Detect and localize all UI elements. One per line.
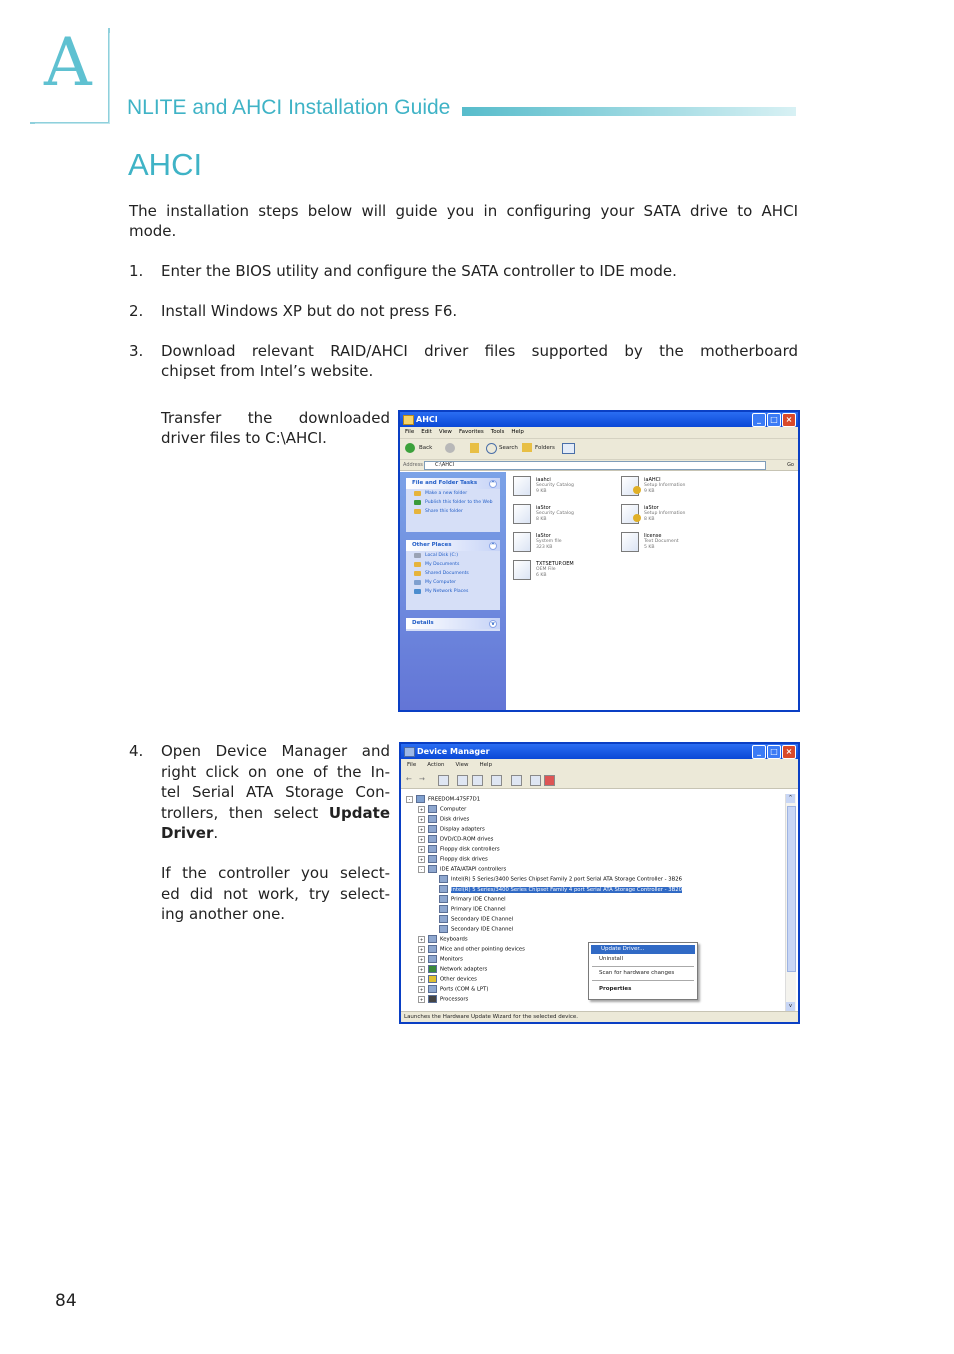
menu-favorites[interactable]: Favorites (458, 429, 484, 435)
folder-icon (403, 415, 414, 425)
explorer-menubar (400, 427, 798, 439)
other-places-header[interactable]: Other Places ^ (406, 540, 500, 551)
step-3-number: 3. (129, 342, 144, 360)
menu-edit[interactable]: Edit (421, 429, 432, 435)
transfer-text-line-1: Transfer the downloaded (161, 409, 390, 427)
forward-arrow-icon[interactable] (445, 443, 455, 453)
collapse-chevron-icon: ^ (490, 543, 496, 549)
step-3-text-line-2: chipset from Intel’s website. (161, 362, 374, 380)
step-4-line-3: tel Serial ATA Storage Con- (161, 783, 390, 801)
file-item[interactable]: iaAHCI Setup Information 9 KB (618, 474, 718, 498)
chapter-letter: A (44, 24, 92, 101)
system-file-icon (513, 532, 531, 552)
back-arrow-icon[interactable]: ← (406, 775, 412, 783)
step-2-number: 2. (129, 302, 144, 320)
menu-help[interactable]: Help (479, 762, 493, 768)
task-share-folder[interactable]: Share this folder (406, 507, 500, 516)
search-button-label[interactable]: Search (499, 445, 518, 451)
maximize-icon[interactable]: □ (767, 745, 781, 759)
monitor-icon (428, 955, 437, 963)
tree-node[interactable]: + Disk drives (419, 816, 470, 823)
globe-icon (414, 500, 421, 505)
tree-node[interactable]: + Mice and other pointing devices (419, 946, 525, 953)
tree-node[interactable]: + Processors (419, 996, 469, 1003)
tree-node[interactable]: + Keyboards (419, 936, 468, 943)
forward-arrow-icon[interactable]: → (419, 775, 425, 783)
tree-node[interactable]: Intel(R) 5 Series/3400 Series Chipset Family 2 port Serial ATA Storage Controller - 3B26 (439, 875, 682, 883)
step-2-text: Install Windows XP but do not press F6. (161, 302, 458, 320)
menu-tools[interactable]: Tools (490, 429, 505, 435)
minimize-icon[interactable]: _ (752, 413, 766, 427)
ide-controller-icon (439, 875, 448, 883)
shared-folder-icon (414, 571, 421, 576)
floppy-drive-icon (428, 855, 437, 863)
folders-button-label[interactable]: Folders (535, 445, 555, 451)
close-icon[interactable]: × (782, 413, 796, 427)
transfer-text-line-2: driver files to C:\AHCI. (161, 429, 327, 447)
new-folder-icon (414, 491, 421, 496)
file-item[interactable]: IaStor System file 323 KB (510, 530, 610, 554)
file-item[interactable]: iaahci Security Catalog 9 KB (510, 474, 610, 498)
file-item[interactable]: iaStor Security Catalog 8 KB (510, 502, 610, 526)
tree-node[interactable]: + Floppy disk controllers (419, 846, 500, 853)
menu-file[interactable]: File (407, 762, 417, 768)
back-arrow-icon[interactable] (405, 443, 415, 453)
drive-icon (414, 553, 421, 558)
file-folder-tasks-header[interactable]: File and Folder Tasks ^ (406, 478, 500, 489)
properties-icon[interactable] (457, 775, 468, 786)
scroll-down-icon[interactable]: v (786, 1002, 795, 1011)
intro-line-2: mode. (129, 222, 177, 240)
tree-node[interactable]: + Floppy disk drives (419, 856, 488, 863)
update-driver-icon[interactable] (530, 775, 541, 786)
text-document-icon (621, 532, 639, 552)
expand-chevron-icon: v (489, 620, 497, 628)
network-icon (414, 589, 421, 594)
devmgr-statusbar: Launches the Hardware Update Wizard for the selected device. (401, 1011, 798, 1022)
place-local-disk[interactable]: Local Disk (C:) (406, 551, 500, 560)
devmgr-title: Device Manager (417, 747, 490, 756)
step-4-note-line-3: ing another one. (161, 905, 286, 923)
scroll-thumb[interactable] (787, 806, 796, 972)
port-icon (428, 985, 437, 993)
uninstall-icon[interactable] (544, 775, 555, 786)
tree-node[interactable]: + Ports (COM & LPT) (419, 986, 489, 993)
context-uninstall[interactable]: Uninstall (599, 956, 623, 962)
back-button-label[interactable]: Back (419, 445, 433, 451)
scroll-up-icon[interactable]: ^ (786, 794, 795, 803)
tree-node[interactable]: Primary IDE Channel (439, 895, 506, 903)
tree-node[interactable]: Primary IDE Channel (439, 905, 506, 913)
views-icon[interactable] (562, 443, 575, 454)
processor-icon (428, 995, 437, 1003)
file-folder-tasks-panel (406, 478, 500, 532)
step-4-line-1: Open Device Manager and (161, 742, 390, 760)
setup-info-icon (621, 504, 639, 524)
up-folder-icon[interactable] (470, 443, 479, 453)
step-4-line-5: Driver. (161, 824, 219, 842)
file-item[interactable]: license Text Document 5 KB (618, 530, 718, 554)
go-button[interactable]: Go (787, 462, 794, 468)
ide-controller-icon (439, 885, 448, 893)
place-my-documents[interactable]: My Documents (406, 560, 500, 569)
security-catalog-icon (513, 476, 531, 496)
section-title: AHCI (128, 147, 203, 182)
menu-help[interactable]: Help (511, 429, 524, 435)
explorer-title: AHCI (416, 415, 438, 424)
step-4-note-line-1: If the controller you select- (161, 864, 390, 882)
ide-channel-icon (439, 925, 448, 933)
ide-controller-icon (428, 865, 437, 873)
tree-node[interactable]: + Other devices (419, 976, 477, 983)
tree-node[interactable]: + DVD/CD-ROM drives (419, 836, 494, 843)
question-icon (428, 975, 437, 983)
context-separator (592, 980, 694, 981)
ide-channel-icon (439, 905, 448, 913)
address-label: Address (403, 462, 423, 468)
explorer-titlebar (400, 412, 798, 427)
menu-file[interactable]: File (405, 429, 415, 435)
minimize-icon[interactable]: _ (752, 745, 766, 759)
device-tree (403, 794, 786, 1011)
devmgr-menubar (401, 759, 798, 771)
file-list (508, 474, 798, 710)
context-menu (588, 942, 698, 1000)
computer-icon (416, 795, 425, 803)
device-manager-icon (404, 747, 415, 757)
title-underline-bar (462, 107, 796, 116)
explorer-toolbar (400, 439, 798, 460)
devmgr-toolbar (401, 771, 798, 789)
other-places-panel (406, 540, 500, 610)
chapter-title: NLITE and AHCI Installation Guide (127, 96, 451, 119)
context-scan-hardware[interactable]: Scan for hardware changes (599, 970, 675, 976)
details-panel (406, 618, 500, 631)
context-properties[interactable]: Properties (599, 986, 632, 992)
documents-folder-icon (414, 562, 421, 567)
ide-channel-icon (439, 895, 448, 903)
place-my-computer[interactable]: My Computer (406, 578, 500, 587)
computer-icon (428, 805, 437, 813)
step-4-note-line-2: ed did not work, try select- (161, 885, 390, 903)
floppy-controller-icon (428, 845, 437, 853)
tree-scrollbar[interactable] (785, 794, 796, 1011)
view-icon[interactable] (438, 775, 449, 786)
tree-node[interactable]: - IDE ATA/ATAPI controllers (418, 865, 506, 873)
search-icon[interactable] (486, 443, 497, 454)
task-make-new-folder[interactable]: Make a new folder (406, 489, 500, 498)
collapse-chevron-icon: ^ (490, 481, 496, 487)
file-item[interactable]: iaStor Setup Information 8 KB (618, 502, 718, 526)
scan-hardware-icon[interactable] (511, 775, 522, 786)
step-4-number: 4. (129, 742, 144, 760)
place-my-network[interactable]: My Network Places (406, 587, 500, 596)
dvd-drive-icon (428, 835, 437, 843)
menu-view[interactable]: View (455, 762, 469, 768)
ide-channel-icon (439, 915, 448, 923)
menu-view[interactable]: View (438, 429, 452, 435)
page-number: 84 (55, 1291, 77, 1311)
step-1-number: 1. (129, 262, 144, 280)
tree-node[interactable]: Secondary IDE Channel (439, 925, 513, 933)
device-manager-window-screenshot (399, 742, 800, 1024)
display-adapter-icon (428, 825, 437, 833)
tree-node[interactable]: + Computer (419, 806, 467, 813)
close-icon[interactable]: × (782, 745, 796, 759)
step-4-line-2: right click on one of the In- (161, 763, 390, 781)
step-4-line-4: trollers, then select Update (161, 804, 390, 822)
computer-icon (414, 580, 421, 585)
help-icon[interactable] (491, 775, 502, 786)
tree-node-root[interactable]: - FREEDOM-475F7D1 (406, 795, 480, 803)
share-folder-icon (414, 509, 421, 514)
menu-action[interactable]: Action (427, 762, 445, 768)
devmgr-titlebar (401, 744, 798, 759)
print-icon[interactable] (472, 775, 483, 786)
tree-node[interactable]: + Display adapters (419, 826, 485, 833)
address-input[interactable]: C:\AHCI (424, 461, 766, 470)
address-bar (400, 460, 798, 471)
intro-line-1: The installation steps below will guide you in configuring your SATA drive to AHCI (129, 202, 798, 220)
tree-node[interactable]: + Network adapters (419, 966, 488, 973)
step-3-text-line-1: Download relevant RAID/AHCI driver files supported by the motherboard (161, 342, 798, 360)
task-publish-folder[interactable]: Publish this folder to the Web (406, 498, 500, 507)
tree-node[interactable]: Secondary IDE Channel (439, 915, 513, 923)
tree-node[interactable]: + Monitors (419, 956, 463, 963)
step-1-text: Enter the BIOS utility and configure the SATA controller to IDE mode. (161, 262, 677, 280)
explorer-window-screenshot (398, 410, 800, 712)
tree-node-selected[interactable]: Intel(R) 5 Series/3400 Series Chipset Family 4 port Serial ATA Storage Controller - 3B20 (439, 885, 682, 893)
network-adapter-icon (428, 965, 437, 973)
context-separator (592, 966, 694, 967)
file-item[interactable]: TXTSETUP.OEM OEM File 6 KB (510, 558, 610, 582)
maximize-icon[interactable]: □ (767, 413, 781, 427)
folders-icon[interactable] (522, 443, 532, 452)
oem-file-icon (513, 560, 531, 580)
keyboard-icon (428, 935, 437, 943)
details-header[interactable]: Details v (406, 618, 500, 629)
mouse-icon (428, 945, 437, 953)
setup-info-icon (621, 476, 639, 496)
context-update-driver[interactable]: Update Driver... (591, 945, 695, 954)
place-shared-documents[interactable]: Shared Documents (406, 569, 500, 578)
security-catalog-icon (513, 504, 531, 524)
explorer-task-pane (400, 472, 506, 710)
disk-drive-icon (428, 815, 437, 823)
